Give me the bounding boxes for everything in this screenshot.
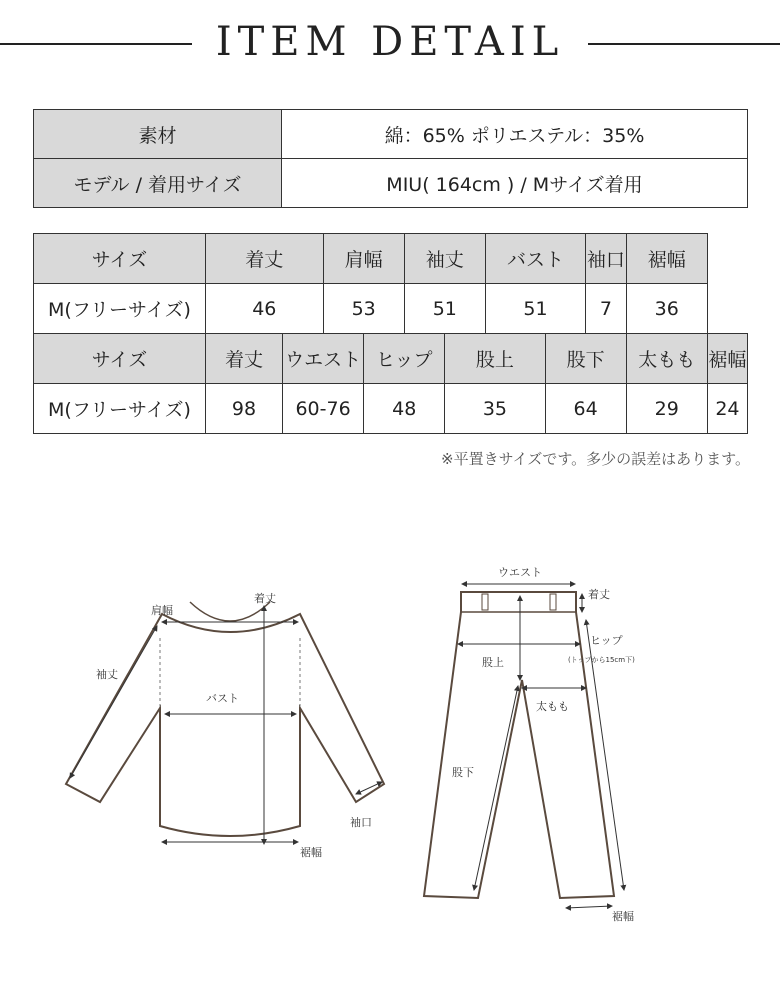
top-header-cuff: 袖口 [586, 234, 627, 284]
top-value-hem: 36 [626, 284, 707, 334]
model-label: モデル / 着用サイズ [34, 159, 282, 208]
bottom-header-thigh: 太もも [626, 334, 707, 384]
bottom-header-waist: ウエスト [283, 334, 364, 384]
top-header-size: サイズ [34, 234, 206, 284]
top-label-sleeve: 袖丈 [96, 668, 118, 681]
top-header-length: 着丈 [206, 234, 324, 284]
top-value-sleeve: 51 [404, 284, 485, 334]
top-value-shoulder: 53 [323, 284, 404, 334]
top-garment-outline [66, 602, 384, 836]
bottom-value-hem: 24 [707, 384, 747, 434]
bottom-label-length: 着丈 [588, 588, 610, 601]
bottom-label-thigh: 太もも [536, 700, 569, 713]
table-row [34, 159, 748, 208]
bottom-value-length: 98 [206, 384, 283, 434]
top-label-shoulder: 肩幅 [151, 604, 173, 617]
bottom-header-size: サイズ [34, 334, 206, 384]
page-title: ITEM DETAIL [215, 19, 565, 65]
top-header-shoulder: 肩幅 [323, 234, 404, 284]
bottom-label-waist: ウエスト [498, 566, 542, 579]
bottom-header-hem: 裾幅 [707, 334, 747, 384]
bottom-value-thigh: 29 [626, 384, 707, 434]
top-header-sleeve: 袖丈 [404, 234, 485, 284]
material-table [33, 109, 748, 208]
top-header-bust: バスト [485, 234, 585, 284]
bottom-header-length: 着丈 [206, 334, 283, 384]
bottom-value-size: M(フリーサイズ) [34, 384, 206, 434]
bottom-label-inseam: 股下 [452, 766, 474, 779]
top-label-cuff: 袖口 [350, 816, 372, 829]
title-header [0, 0, 780, 80]
material-label: 素材 [34, 110, 282, 159]
bottom-value-rise: 35 [445, 384, 545, 434]
bottom-value-hip: 48 [364, 384, 445, 434]
top-value-cuff: 7 [586, 284, 627, 334]
table-row [34, 110, 748, 159]
bottom-header-inseam: 股下 [545, 334, 626, 384]
table-row [34, 384, 748, 434]
bottom-value-inseam: 64 [545, 384, 626, 434]
measurement-diagram [0, 540, 780, 940]
bottom-header-hip: ヒップ [364, 334, 445, 384]
title-rule-left [0, 43, 192, 45]
bottom-header-rise: 股上 [445, 334, 545, 384]
top-measure-lines [70, 606, 382, 844]
measurement-note: ※平置きサイズです。多少の誤差はあります。 [441, 450, 750, 468]
bottom-label-rise: 股上 [482, 656, 504, 669]
table-row [34, 234, 748, 284]
bottom-measure-lines [458, 584, 624, 908]
bottom-label-hem: 裾幅 [612, 910, 634, 923]
top-label-hem: 裾幅 [300, 846, 322, 859]
material-value: 綿：65% ポリエステル：35% [282, 110, 748, 159]
title-rule-right [588, 43, 780, 45]
top-label-bust: バスト [206, 692, 239, 705]
bottom-value-waist: 60-76 [283, 384, 364, 434]
size-table [33, 233, 748, 434]
top-value-length: 46 [206, 284, 324, 334]
top-value-size: M(フリーサイズ) [34, 284, 206, 334]
table-row [34, 334, 748, 384]
table-row [34, 284, 748, 334]
bottom-label-hip-note: (トップから15cm下) [568, 656, 635, 664]
top-header-hem: 裾幅 [626, 234, 707, 284]
bottom-label-hip: ヒップ [590, 634, 623, 647]
top-label-length: 着丈 [254, 592, 276, 605]
bottom-garment-outline [424, 592, 614, 898]
top-value-bust: 51 [485, 284, 585, 334]
model-value: MIU( 164cm ) / Mサイズ着用 [282, 159, 748, 208]
